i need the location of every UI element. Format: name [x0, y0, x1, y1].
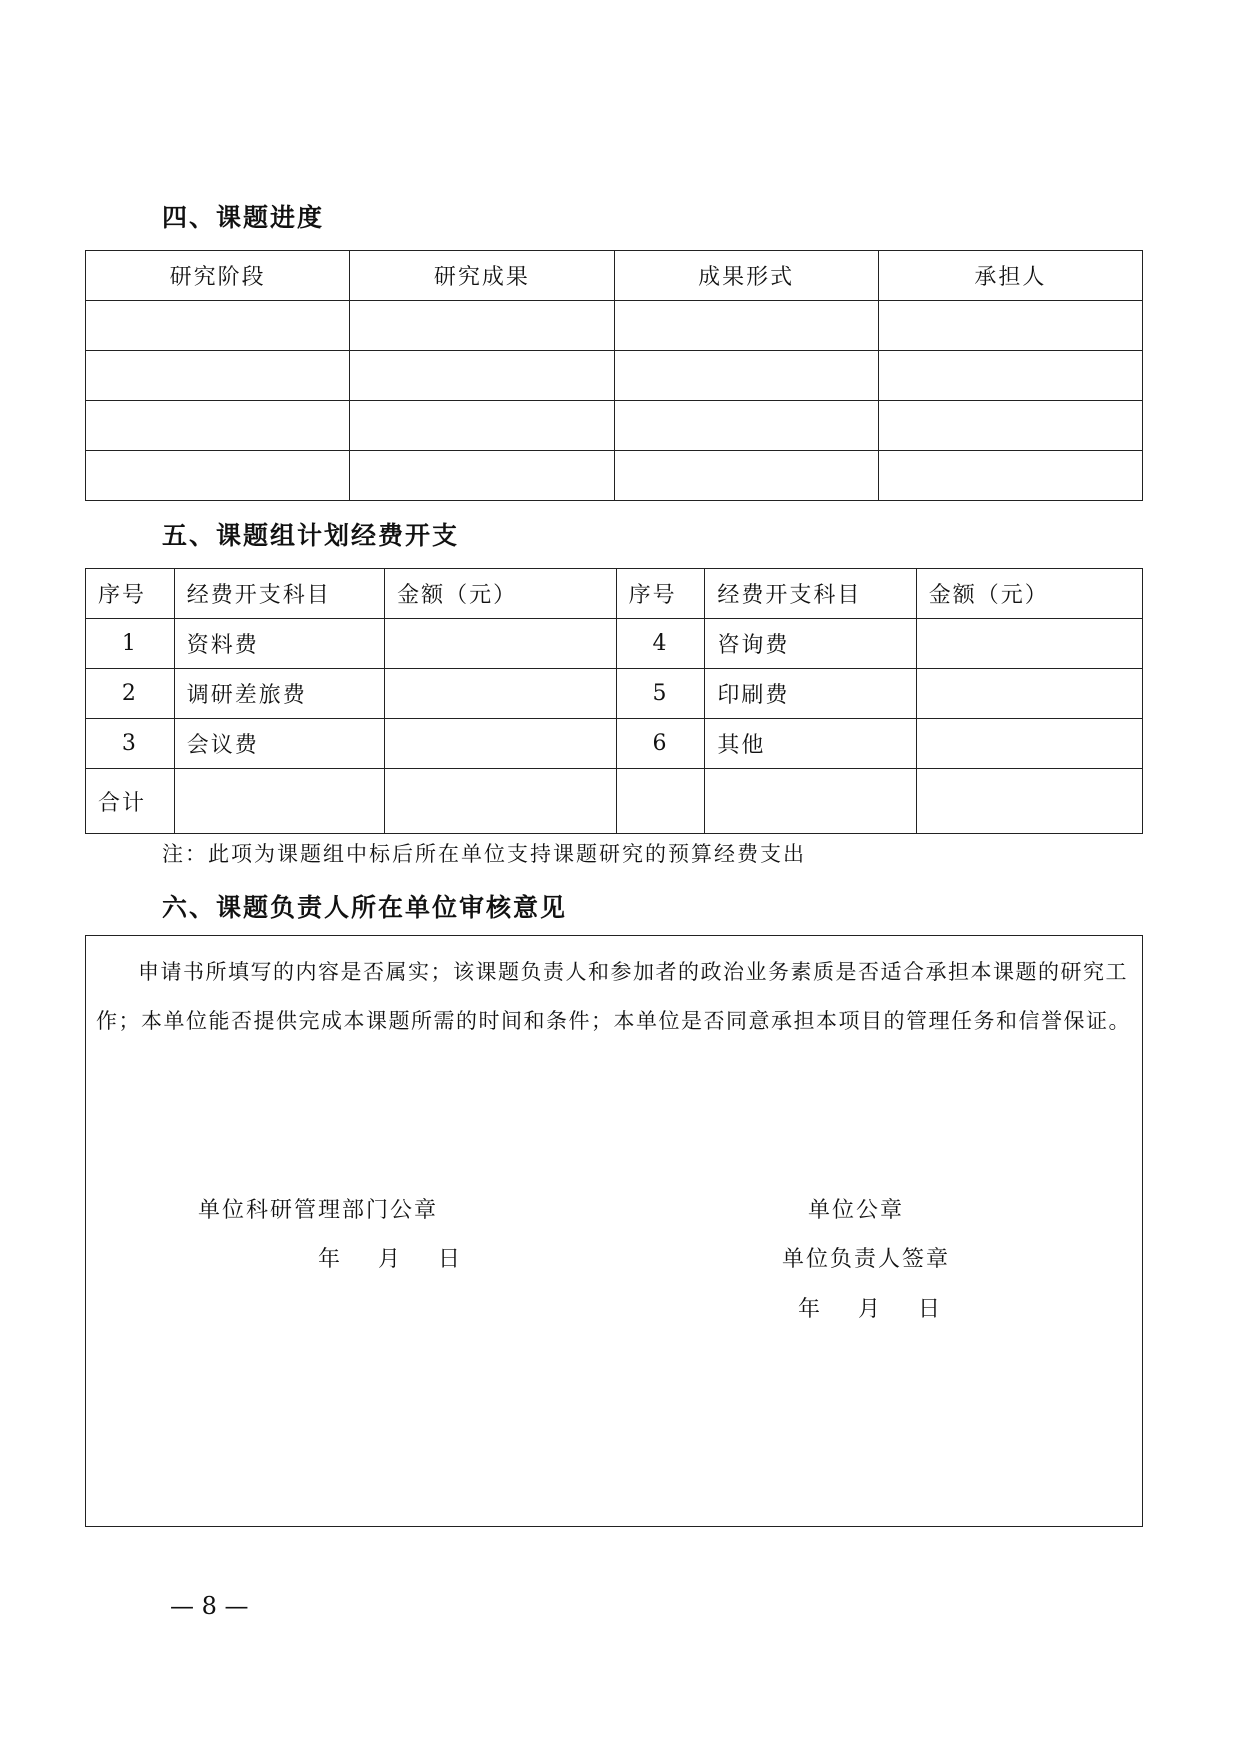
table-row — [86, 401, 1143, 451]
table-cell[interactable] — [878, 401, 1142, 451]
header-owner: 承担人 — [878, 251, 1142, 301]
section5-title: 五、课题组计划经费开支 — [162, 521, 460, 550]
research-dept-date: 年 月 日 — [318, 1247, 462, 1272]
header-index: 序号 — [86, 569, 175, 619]
total-cell[interactable] — [705, 769, 916, 834]
table-row — [86, 669, 1143, 719]
total-cell[interactable] — [916, 769, 1142, 834]
section6-title: 六、课题负责人所在单位审核意见 — [162, 893, 568, 922]
page-number: — 8 — — [170, 1592, 249, 1620]
unit-head-signature-label: 单位负责人签章 — [782, 1247, 951, 1272]
row-index: 1 — [86, 619, 175, 669]
amount-cell[interactable] — [385, 669, 616, 719]
row-index: 5 — [616, 669, 705, 719]
amount-cell[interactable] — [385, 719, 616, 769]
row-item: 咨询费 — [705, 619, 916, 669]
row-item: 其他 — [705, 719, 916, 769]
review-instructions: 申请书所填写的内容是否属实；该课题负责人和参加者的政治业务素质是否适合承担本课题的研究工作；本单位能否提供完成本课题所需的时间和条件；本单位是否同意承担本项目的管理任务和信誉保证。 — [96, 960, 1131, 1033]
table-cell[interactable] — [878, 351, 1142, 401]
progress-table — [85, 250, 1143, 501]
table-row — [86, 619, 1143, 669]
unit-stamp-label: 单位公章 — [808, 1198, 905, 1223]
table-header-row — [86, 251, 1143, 301]
header-result: 研究成果 — [350, 251, 614, 301]
table-header-row — [86, 569, 1143, 619]
table-cell[interactable] — [350, 301, 614, 351]
table-cell[interactable] — [350, 351, 614, 401]
budget-table — [85, 568, 1143, 834]
total-cell[interactable] — [174, 769, 384, 834]
header-stage: 研究阶段 — [86, 251, 350, 301]
amount-cell[interactable] — [916, 619, 1142, 669]
row-index: 2 — [86, 669, 175, 719]
amount-cell[interactable] — [916, 719, 1142, 769]
review-box[interactable] — [85, 935, 1143, 1527]
header-index: 序号 — [616, 569, 705, 619]
table-cell[interactable] — [86, 301, 350, 351]
total-cell[interactable] — [616, 769, 705, 834]
row-item: 调研差旅费 — [174, 669, 384, 719]
row-item: 会议费 — [174, 719, 384, 769]
row-index: 3 — [86, 719, 175, 769]
table-cell[interactable] — [350, 401, 614, 451]
row-item: 资料费 — [174, 619, 384, 669]
table-cell[interactable] — [878, 301, 1142, 351]
header-amount: 金额（元） — [385, 569, 616, 619]
table-cell[interactable] — [614, 451, 878, 501]
section4-title: 四、课题进度 — [162, 203, 325, 232]
amount-cell[interactable] — [916, 669, 1142, 719]
header-form: 成果形式 — [614, 251, 878, 301]
table-row — [86, 719, 1143, 769]
table-cell[interactable] — [86, 401, 350, 451]
table-cell[interactable] — [350, 451, 614, 501]
row-item: 印刷费 — [705, 669, 916, 719]
table-cell[interactable] — [614, 351, 878, 401]
budget-note: 注：此项为课题组中标后所在单位支持课题研究的预算经费支出 — [162, 842, 806, 866]
table-cell[interactable] — [86, 351, 350, 401]
header-item: 经费开支科目 — [174, 569, 384, 619]
table-cell[interactable] — [86, 451, 350, 501]
table-row — [86, 451, 1143, 501]
table-cell[interactable] — [614, 301, 878, 351]
total-row — [86, 769, 1143, 834]
table-cell[interactable] — [614, 401, 878, 451]
table-cell[interactable] — [878, 451, 1142, 501]
table-row — [86, 351, 1143, 401]
total-cell[interactable] — [385, 769, 616, 834]
research-dept-stamp-label: 单位科研管理部门公章 — [198, 1198, 439, 1223]
header-item: 经费开支科目 — [705, 569, 916, 619]
table-row — [86, 301, 1143, 351]
row-index: 6 — [616, 719, 705, 769]
unit-date: 年 月 日 — [798, 1297, 942, 1322]
row-index: 4 — [616, 619, 705, 669]
amount-cell[interactable] — [385, 619, 616, 669]
total-label: 合计 — [86, 769, 175, 834]
header-amount: 金额（元） — [916, 569, 1142, 619]
